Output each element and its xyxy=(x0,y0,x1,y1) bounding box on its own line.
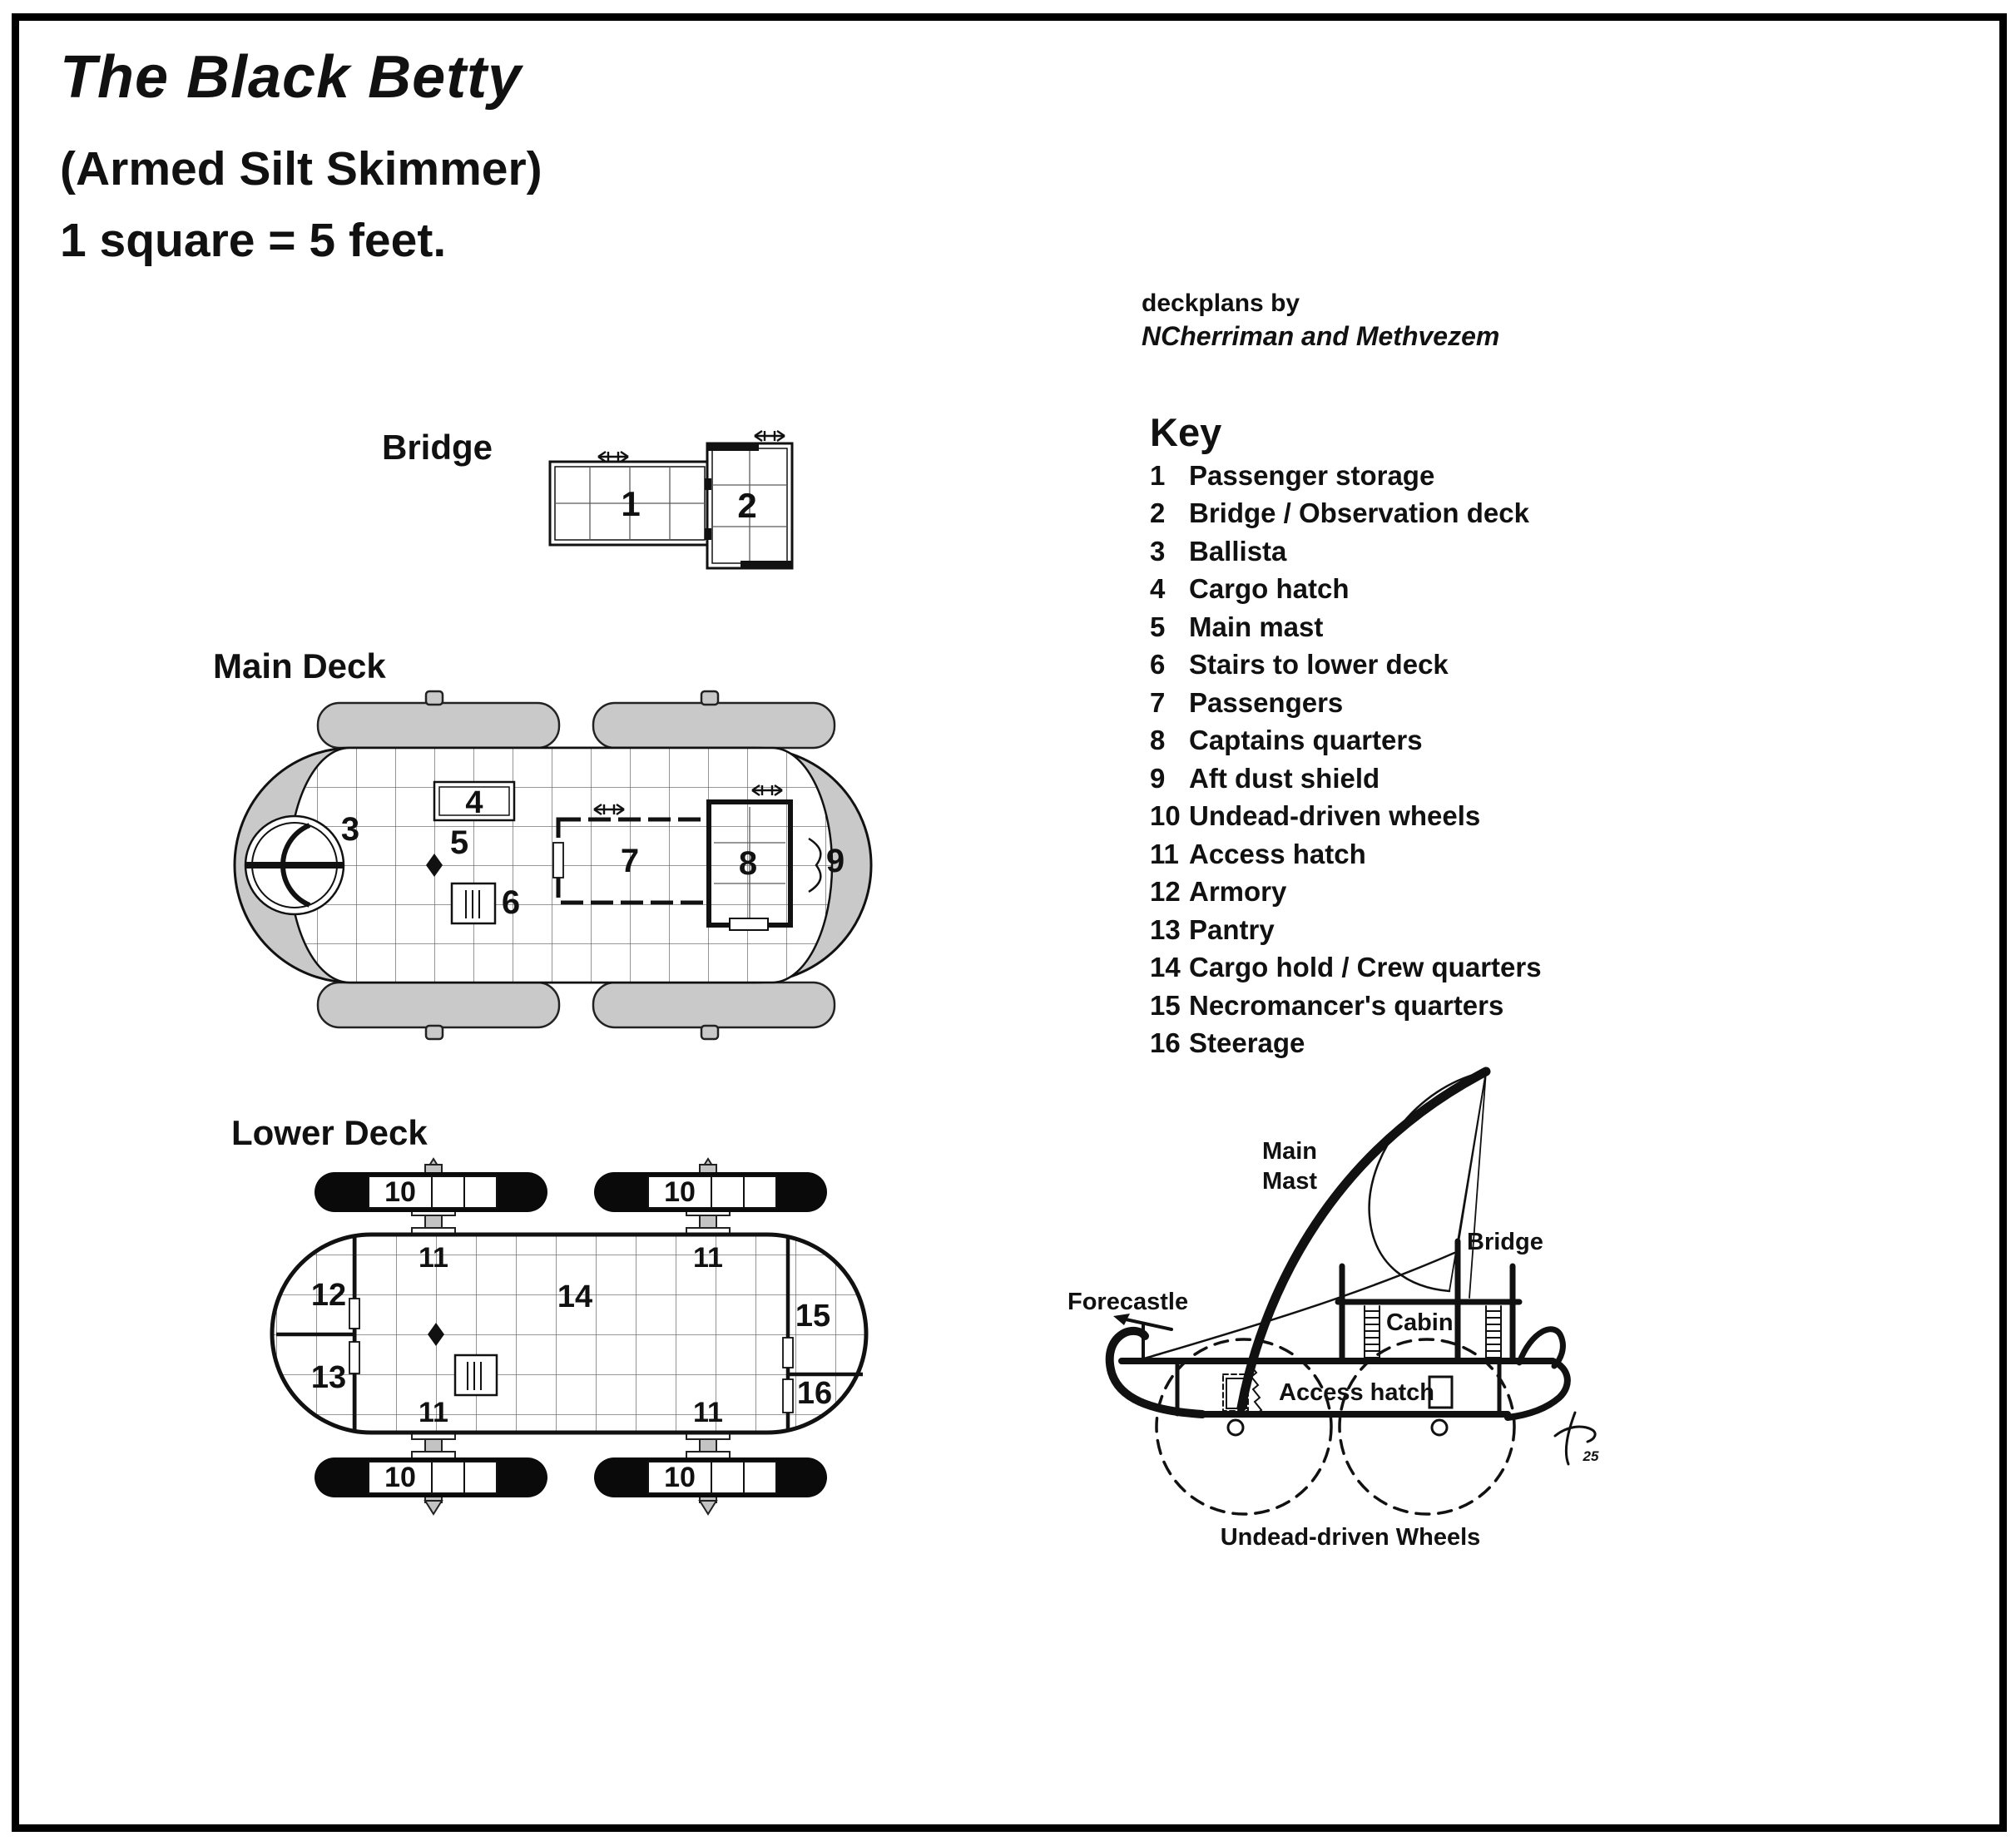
key-item: 9 Aft dust shield xyxy=(1150,762,1380,794)
wheel-number: 10 xyxy=(664,1462,696,1493)
room-number-7: 7 xyxy=(620,843,640,879)
key-item: 16 Steerage xyxy=(1150,1027,1305,1059)
room-number-3: 3 xyxy=(340,811,360,848)
key-item: 11 Access hatch xyxy=(1150,838,1366,869)
page-title: The Black Betty xyxy=(60,44,523,111)
room-number-2: 2 xyxy=(737,486,757,525)
room-number-15: 15 xyxy=(795,1299,831,1334)
bridge-deck-label: Bridge xyxy=(382,428,493,467)
room-number-9: 9 xyxy=(825,843,845,879)
scale-note: 1 square = 5 feet. xyxy=(60,214,447,267)
room-number-14: 14 xyxy=(557,1279,593,1314)
main-mast-label: Main Mast xyxy=(1261,1138,1318,1195)
main-deck-label: Main Deck xyxy=(213,646,386,685)
key-list xyxy=(1150,457,1542,1062)
credit-line: deckplans by xyxy=(1142,290,1300,317)
room-number-12: 12 xyxy=(310,1278,347,1313)
page-border xyxy=(12,13,2007,1832)
key-item: 2 Bridge / Observation deck xyxy=(1150,497,1529,529)
wheel-number: 10 xyxy=(664,1176,696,1208)
key-item: 7 Passengers xyxy=(1150,686,1344,718)
key-item: 5 Main mast xyxy=(1150,611,1324,642)
key-heading: Key xyxy=(1150,410,1222,454)
access-hatch-label: Access hatch xyxy=(1279,1379,1434,1406)
key-item: 1 Passenger storage xyxy=(1150,459,1435,491)
hatch-number: 11 xyxy=(419,1242,448,1274)
forecastle-label: Forecastle xyxy=(1067,1289,1189,1315)
page-subtitle: (Armed Silt Skimmer) xyxy=(60,142,542,195)
key-item: 13 Pantry xyxy=(1150,913,1275,945)
wheel-number: 10 xyxy=(384,1176,416,1208)
bridge-side-label: Bridge xyxy=(1467,1229,1543,1255)
room-number-6: 6 xyxy=(501,884,521,921)
credit-authors: NCherriman and Methvezem xyxy=(1142,321,1500,351)
wheel-number: 10 xyxy=(384,1462,416,1493)
hatch-number: 11 xyxy=(693,1242,723,1274)
key-item: 8 Captains quarters xyxy=(1150,725,1423,756)
key-item: 14 Cargo hold / Crew quarters xyxy=(1150,952,1542,983)
key-item: 3 Ballista xyxy=(1150,535,1287,567)
signature-year: 25 xyxy=(1583,1448,1599,1464)
room-number-4: 4 xyxy=(465,785,483,820)
room-number-13: 13 xyxy=(310,1360,347,1395)
room-number-8: 8 xyxy=(738,845,758,882)
hatch-number: 11 xyxy=(419,1397,448,1428)
key-item: 12 Armory xyxy=(1150,876,1287,908)
room-number-16: 16 xyxy=(796,1376,833,1411)
room-number-1: 1 xyxy=(621,484,641,523)
key-item: 10 Undead-driven wheels xyxy=(1150,800,1481,832)
key-item: 4 Cargo hatch xyxy=(1150,573,1350,605)
undead-wheels-label: Undead-driven Wheels xyxy=(1220,1524,1481,1551)
key-item: 15 Necromancer's quarters xyxy=(1150,989,1504,1021)
key-item: 6 Stairs to lower deck xyxy=(1150,649,1449,680)
lower-deck-label: Lower Deck xyxy=(231,1113,428,1152)
room-number-5: 5 xyxy=(449,824,469,861)
hatch-number: 11 xyxy=(693,1397,723,1428)
cabin-label: Cabin xyxy=(1386,1309,1454,1336)
